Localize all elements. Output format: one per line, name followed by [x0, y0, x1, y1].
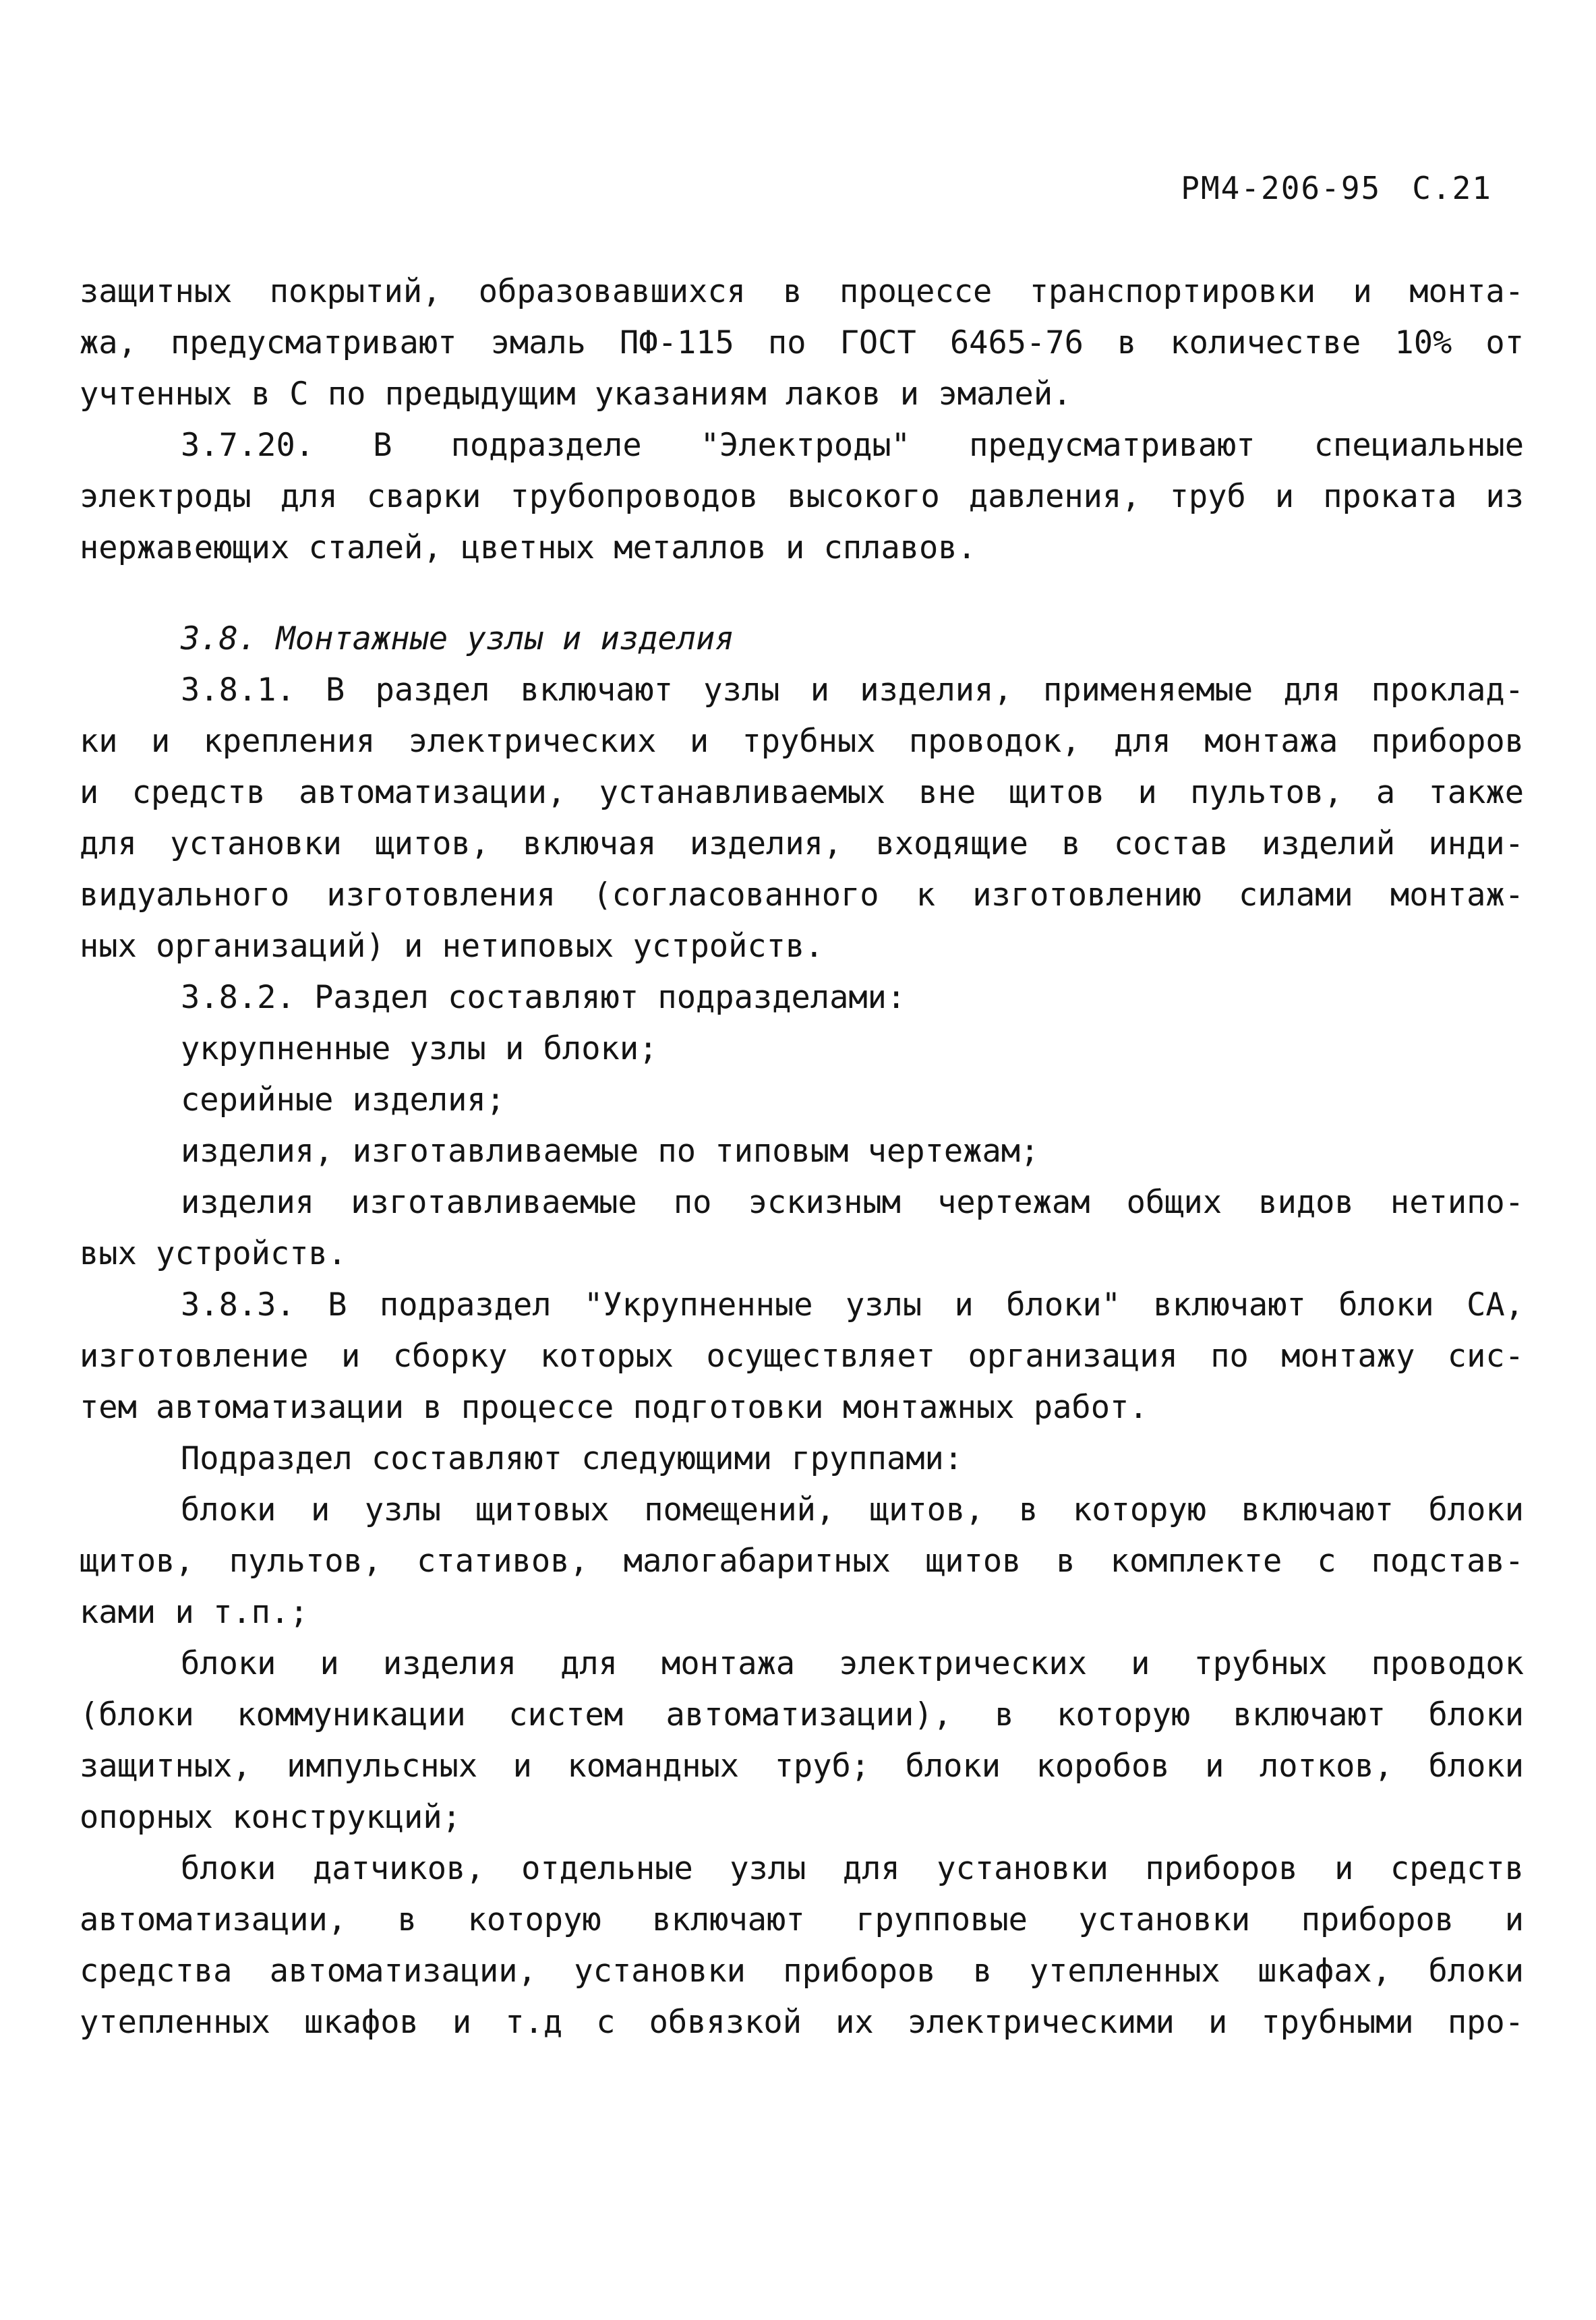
list-item: изделия изготавливаемые по эскизным чертежам общих видов нетипо- [181, 1184, 1524, 1221]
text-line: изготовление и сборку которых осуществляет организация по монтажу сис- [80, 1338, 1524, 1375]
text-line: электроды для сварки трубопроводов высокого давления, труб и проката из [80, 478, 1524, 515]
text-line: 3.8.3. В подраздел "Укрупненные узлы и блоки" включают блоки СА, [181, 1286, 1524, 1323]
text-line: вых устройств. [80, 1235, 347, 1272]
text-line: защитных покрытий, образовавшихся в процессе транспортировки и монта- [80, 273, 1524, 310]
text-line: автоматизации, в которую включают групповые установки приборов и [80, 1901, 1524, 1938]
text-line: 3.8.1. В раздел включают узлы и изделия, применяемые для проклад- [181, 672, 1524, 709]
text-line: средства автоматизации, установки приборов в утепленных шкафах, блоки [80, 1953, 1524, 1990]
page-number: С.21 [1412, 170, 1492, 206]
text-line: щитов, пультов, стативов, малогабаритных щитов в комплекте с подстав- [80, 1543, 1524, 1580]
text-line: тем автоматизации в процессе подготовки монтажных работ. [80, 1389, 1148, 1426]
text-line: и средств автоматизации, устанавливаемых вне щитов и пультов, а также [80, 774, 1524, 811]
text-line: опорных конструкций; [80, 1799, 461, 1836]
text-line: ных организаций) и нетиповых устройств. [80, 928, 824, 965]
text-line: Подраздел составляют следующими группами: [181, 1440, 964, 1477]
text-line: 3.7.20. В подразделе "Электроды" предусматривают специальные [181, 427, 1524, 464]
text-line: (блоки коммуникации систем автоматизации), в которую включают блоки [80, 1696, 1524, 1733]
page-header [1181, 170, 1492, 206]
text-line: видуального изготовления (согласованного к изготовлению силами монтаж- [80, 876, 1524, 914]
list-item: блоки и узлы щитовых помещений, щитов, в которую включают блоки [181, 1491, 1524, 1528]
text-line: учтенных в С по предыдущим указаниям лаков и эмалей. [80, 376, 1072, 413]
text-line: утепленных шкафов и т.д с обвязкой их электрическими и трубными про- [80, 2004, 1524, 2041]
text-line: жа, предусматривают эмаль ПФ-115 по ГОСТ 6465-76 в количестве 10% от [80, 324, 1524, 361]
text-line: нержавеющих сталей, цветных металлов и сплавов. [80, 529, 976, 566]
paragraph-gap [80, 574, 1524, 614]
text-line: ками и т.п.; [80, 1594, 309, 1631]
text-line: 3.8.2. Раздел составляют подразделами: [181, 979, 906, 1016]
list-item: блоки и изделия для монтажа электрических и трубных проводок [181, 1645, 1524, 1682]
list-item: серийные изделия; [181, 1081, 506, 1119]
text-line: для установки щитов, включая изделия, входящие в состав изделий инди- [80, 825, 1524, 862]
document-body [80, 266, 1524, 2048]
document-code: РМ4-206-95 [1181, 170, 1382, 206]
section-heading: 3.8. Монтажные узлы и изделия [181, 620, 734, 657]
list-item: блоки датчиков, отдельные узлы для установки приборов и средств [181, 1850, 1524, 1887]
list-item: изделия, изготавливаемые по типовым чертежам; [181, 1133, 1040, 1170]
text-line: защитных, импульсных и командных труб; блоки коробов и лотков, блоки [80, 1748, 1524, 1785]
list-item: укрупненные узлы и блоки; [181, 1030, 658, 1067]
text-line: ки и крепления электрических и трубных проводок, для монтажа приборов [80, 723, 1524, 760]
